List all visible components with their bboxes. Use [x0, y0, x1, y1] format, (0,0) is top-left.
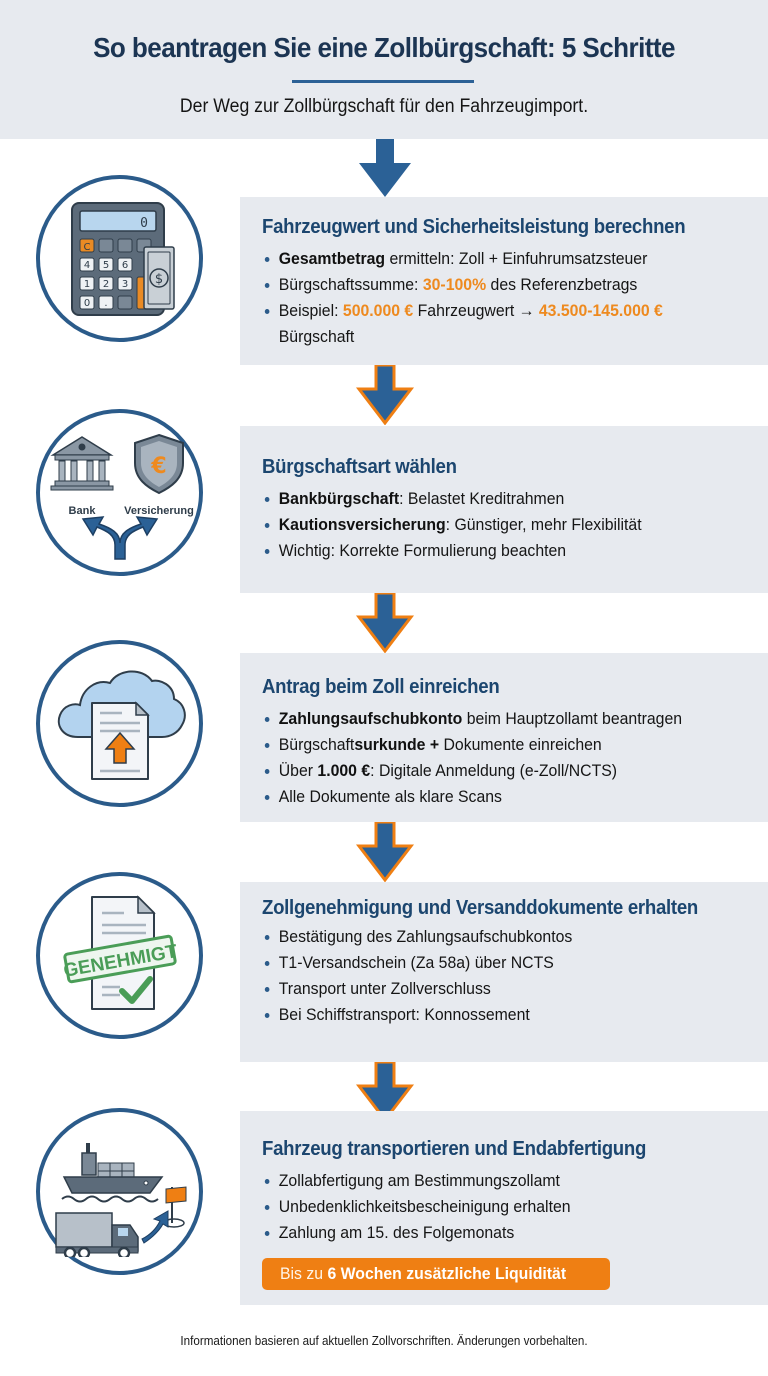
svg-text:5: 5 [102, 259, 109, 271]
step-4-content [262, 896, 762, 1028]
approved-document-icon [50, 891, 190, 1021]
svg-text:GENEHMIGT: GENEHMIGT [61, 940, 179, 982]
title-divider [292, 80, 474, 83]
bullet: Alle Dokumente als klare Scans [262, 784, 727, 810]
step-2-title: Bürgschaftsart wählen [262, 456, 457, 478]
svg-text:C: C [83, 241, 90, 253]
step-1-bullets [262, 246, 762, 350]
fork-arrow-icon [83, 517, 157, 559]
bullet: T1-Versandschein (Za 58a) über NCTS [262, 950, 727, 976]
footer-disclaimer: Informationen basieren auf aktuellen Zollvorschriften. Änderungen vorbehalten. [180, 1334, 588, 1348]
ship-icon [62, 1143, 162, 1202]
arrow-down-icon [355, 139, 415, 199]
svg-text:Versicherung: Versicherung [123, 504, 194, 517]
bullet: Bankbürgschaft: Belastet Kreditrahmen [262, 486, 727, 512]
step-3-bullets [262, 706, 762, 810]
ship-truck-destination-icon [50, 1127, 190, 1257]
step-1-content [262, 215, 762, 350]
step-2-icon-circle [36, 409, 203, 576]
svg-text:1: 1 [83, 278, 90, 290]
svg-text:0: 0 [139, 215, 148, 231]
svg-text:Bank: Bank [68, 504, 95, 517]
svg-text:4: 4 [83, 259, 90, 271]
step-4-icon-circle [36, 872, 203, 1039]
bank-icon [51, 437, 113, 490]
header [0, 0, 768, 139]
liquidity-callout-badge: Bis zu 6 Wochen zusätzliche Liquidität [262, 1258, 610, 1290]
bullet: Wichtig: Korrekte Formulierung beachten [262, 538, 727, 564]
bullet: Beispiel: 500.000 € Fahrzeugwert → 43.500-145.000 € Bürgschaft [262, 298, 727, 350]
bullet: Kautionsversicherung: Günstiger, mehr Flexibilität [262, 512, 727, 538]
arrow-down-icon [355, 365, 415, 425]
step-5-content [262, 1137, 762, 1246]
step-4-title: Zollgenehmigung und Versanddokumente erhalten [262, 897, 698, 919]
step-1-title: Fahrzeugwert und Sicherheitsleistung berechnen [262, 216, 686, 238]
svg-text:.: . [103, 297, 108, 309]
arrow-down-icon [355, 822, 415, 882]
bank-insurance-fork-icon [45, 423, 195, 563]
step-1-icon-circle [36, 175, 203, 342]
bullet: Gesamtbetrag ermitteln: Zoll + Einfuhrumsatzsteuer [262, 246, 727, 272]
curved-arrow-icon [142, 1211, 168, 1243]
step-3-icon-circle [36, 640, 203, 807]
calculator-money-icon [60, 199, 180, 319]
svg-text:0: 0 [83, 297, 90, 309]
bullet: Bürgschaftssumme: 30-100% des Referenzbetrags [262, 272, 727, 298]
bullet: Über 1.000 €: Digitale Anmeldung (e-Zoll/NCTS) [262, 758, 727, 784]
step-5-icon-circle [36, 1108, 203, 1275]
step-4-bullets [262, 924, 762, 1028]
step-3-content [262, 675, 762, 810]
svg-text:$: $ [154, 271, 163, 287]
step-2-bullets [262, 486, 762, 564]
arrow-down-icon [355, 593, 415, 653]
bullet: Zahlung am 15. des Folgemonats [262, 1220, 727, 1246]
svg-text:6: 6 [121, 259, 128, 271]
bullet: Bürgschaftsurkunde + Dokumente einreichen [262, 732, 727, 758]
step-5-bullets [262, 1168, 762, 1246]
shield-euro-icon [135, 435, 183, 493]
page-subtitle: Der Weg zur Zollbürgschaft für den Fahrzeugimport. [179, 96, 589, 117]
bullet: Unbedenklichkeitsbescheinigung erhalten [262, 1194, 727, 1220]
step-5-title: Fahrzeug transportieren und Endabfertigung [262, 1138, 647, 1160]
bullet: Zahlungsaufschubkonto beim Hauptzollamt beantragen [262, 706, 727, 732]
truck-icon [56, 1213, 138, 1257]
bullet: Transport unter Zollverschluss [262, 976, 727, 1002]
bullet: Bei Schiffstransport: Konnossement [262, 1002, 727, 1028]
svg-text:2: 2 [102, 278, 109, 290]
bullet: Zollabfertigung am Bestimmungszollamt [262, 1168, 727, 1194]
page-title: So beantragen Sie eine Zollbürgschaft: 5 Schritte [93, 32, 675, 63]
svg-text:3: 3 [121, 278, 128, 290]
step-2-content [262, 455, 762, 564]
step-3-title: Antrag beim Zoll einreichen [262, 676, 500, 698]
svg-text:€: € [150, 453, 167, 479]
bullet: Bestätigung des Zahlungsaufschubkontos [262, 924, 727, 950]
cloud-upload-document-icon [50, 659, 190, 789]
